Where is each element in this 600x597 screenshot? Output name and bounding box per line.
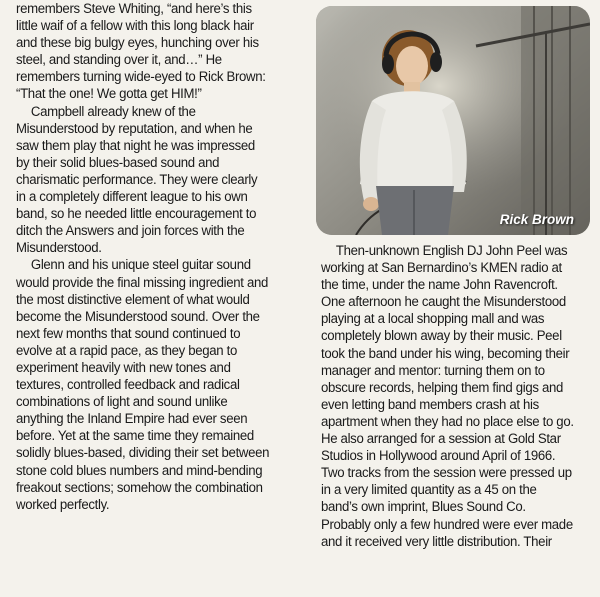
left-text-column [16, 1, 269, 514]
text-line: even letting band members crash at his [321, 396, 539, 413]
text-line: combinations of light and sound unlike [16, 394, 228, 411]
text-line: One afternoon he caught the Misunderstood [321, 294, 566, 311]
paragraph-start-line: Campbell already knew of the [30, 103, 196, 120]
text-line: the most distinctive element of what would [16, 291, 250, 308]
text-line: Two tracks from the session were pressed up [321, 465, 572, 482]
text-line: textures, controlled feedback and radical [16, 377, 240, 394]
text-line: next few months that sound continued to [16, 325, 241, 342]
text-line: remembers turning wide-eyed to Rick Brown: [16, 69, 266, 86]
text-line: Misunderstood. [16, 240, 102, 257]
text-line: become the Misunderstood sound. Over the [16, 308, 260, 325]
text-line: freakout sections; somehow the combination [16, 479, 263, 496]
text-line: in a completely different league to his own [16, 189, 248, 206]
text-line: He also arranged for a session at Gold Star [321, 431, 561, 448]
text-line: and these big bulgy eyes, hunching over his [16, 35, 259, 52]
text-line: the time, under the name John Ravencroft. [321, 277, 558, 294]
text-line: saw them play that night he was impressed [16, 137, 255, 154]
text-line: would provide the final missing ingredient and [16, 274, 269, 291]
photo-illustration [316, 6, 590, 235]
text-line: band, so he needed little encouragement to [16, 206, 257, 223]
text-line: obscure records, helping them find gigs and [321, 379, 563, 396]
right-text-column [321, 243, 574, 551]
text-line: completely blown away by their music. Peel [321, 328, 562, 345]
text-line: by their solid blues-based sound and [16, 154, 220, 171]
photo-caption: Rick Brown [499, 212, 574, 227]
text-line: took the band under his wing, becoming their [321, 345, 570, 362]
text-line: solidly blues-based, dividing their set between [16, 445, 270, 462]
text-line: little waif of a fellow with this long black hair [16, 18, 254, 35]
text-line: “That the one! We gotta get HIM!” [16, 86, 202, 103]
text-line: apartment when they had no place else to go. [321, 413, 574, 430]
text-line: charismatic performance. They were clearly [16, 171, 258, 188]
text-line: and it received very little distribution. Their [321, 533, 552, 550]
text-line: experiment heavily with new tones and [16, 359, 231, 376]
text-line: Probably only a few hundred were ever made [321, 516, 573, 533]
text-line: evolve at a rapid pace, as they began to [16, 342, 237, 359]
text-line: in a very limited quantity as a 45 on the [321, 482, 537, 499]
text-line: working at San Bernardino’s KMEN radio at [321, 260, 562, 277]
text-line: Misunderstood by reputation, and when he [16, 120, 253, 137]
paragraph-start-line: Glenn and his unique steel guitar sound [30, 257, 251, 274]
text-line: Studios in Hollywood around April of 1966. [321, 448, 556, 465]
text-line: playing at a local shopping mall and was [321, 311, 545, 328]
text-line: ditch the Answers and join forces with the [16, 223, 245, 240]
text-line: stone cold blues numbers and mind-bending [16, 462, 263, 479]
text-line: band’s own imprint, Blues Sound Co. [321, 499, 526, 516]
paragraph-start-line: Then-unknown English DJ John Peel was [335, 243, 568, 259]
text-line: worked perfectly. [16, 496, 110, 513]
text-line: manager and mentor: turning them on to [321, 362, 545, 379]
text-line: before. Yet at the same time they remained [16, 428, 254, 445]
text-line: remembers Steve Whiting, “and here’s this [16, 1, 252, 17]
text-line: anything the Inland Empire had ever seen [16, 411, 248, 428]
text-line: steel, and standing over it, and…” He [16, 52, 222, 69]
rick-brown-photo [316, 6, 590, 235]
